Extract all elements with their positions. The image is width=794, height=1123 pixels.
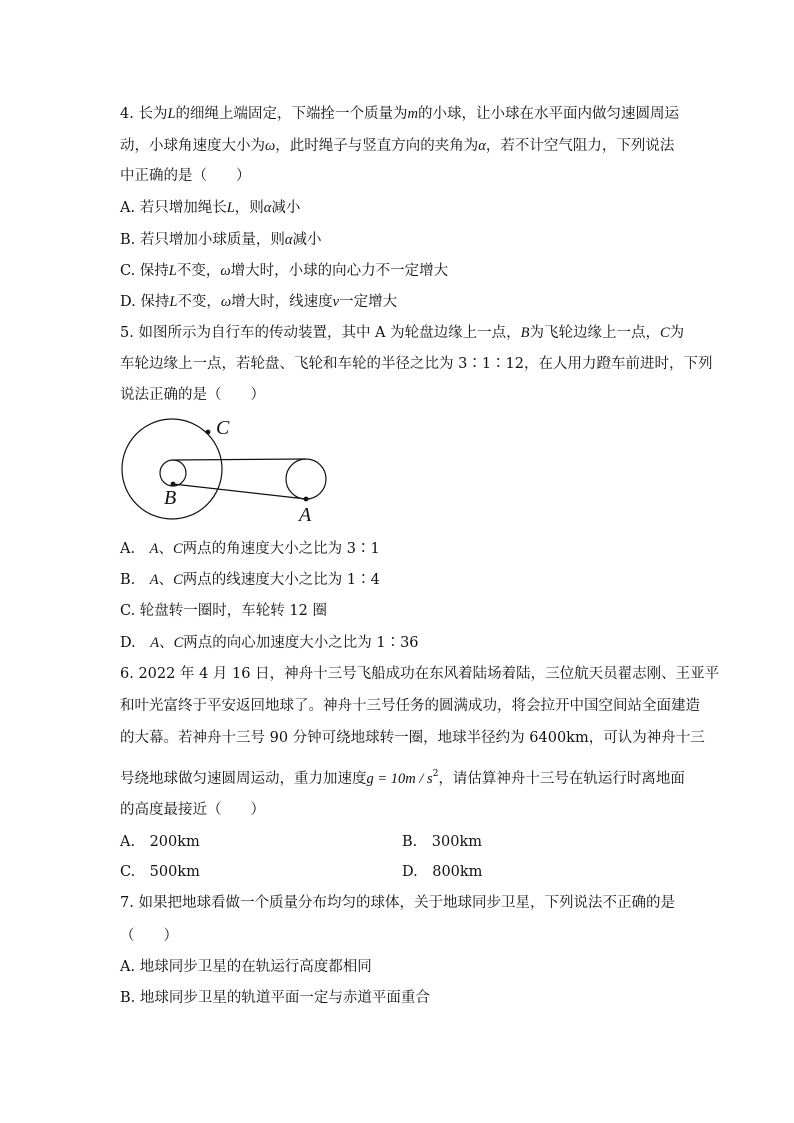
gravity-equation: g = 10m / s xyxy=(366,771,433,787)
chain-top xyxy=(173,459,306,460)
q5-option-b: B. A、C两点的线速度大小之比为 1∶4 xyxy=(120,572,380,588)
q7-stem-line-1: 7. 如果把地球看做一个质量分布均匀的球体，关于地球同步卫星，下列说法不正确的是 xyxy=(120,895,675,911)
q5-stem-line-1: 5. 如图所示为自行车的传动装置，其中 A 为轮盘边缘上一点，B为飞轮边缘上一点，C为 xyxy=(120,325,685,341)
q5-option-a: A. A、C两点的角速度大小之比为 3∶1 xyxy=(120,541,380,557)
chain-bottom xyxy=(173,484,306,499)
q5-option-c: C. 轮盘转一圈时，车轮转 12 圈 xyxy=(120,603,327,619)
q6-stem-line-5: 的高度最接近（ ） xyxy=(120,802,265,818)
q4-option-a: A. 若只增加绳长L，则α减小 xyxy=(120,200,301,216)
transmission-diagram xyxy=(118,410,338,530)
chainring-circle xyxy=(286,459,326,499)
q6-option-b: B. 300km xyxy=(402,834,482,850)
q6-option-row-2 xyxy=(120,862,483,882)
q6-option-d: D. 800km xyxy=(402,864,483,880)
q4-stem-line-3: 中正确的是（ ） xyxy=(120,168,251,184)
q6-stem-line-3: 的大幕。若神舟十三号 90 分钟可绕地球转一圈，地球半径约为 6400km，可认为神舟十三 xyxy=(120,730,705,746)
q5-option-d: D. A、C两点的向心加速度大小之比为 1∶36 xyxy=(120,635,419,651)
q4-stem-line-2: 动，小球角速度大小为ω，此时绳子与竖直方向的夹角为α，若不计空气阻力，下列说法 xyxy=(120,138,675,154)
q6-option-c: C. 500km xyxy=(120,864,200,880)
q6-stem-line-2: 和叶光富终于平安返回地球了。神舟十三号任务的圆满成功，将会拉开中国空间站全面建造 xyxy=(120,698,700,714)
q7-option-b: B. 地球同步卫星的轨道平面一定与赤道平面重合 xyxy=(120,990,430,1006)
q5-stem-line-3: 说法正确的是（ ） xyxy=(120,387,265,403)
q6-option-a: A. 200km xyxy=(120,834,200,850)
q5-stem-line-2: 车轮边缘上一点，若轮盘、飞轮和车轮的半径之比为 3∶1∶12，在人用力蹬车前进时，下列 xyxy=(120,356,713,372)
q4-stem-line-1: 4. 长为L的细绳上端固定，下端拴一个质量为m的小球，让小球在水平面内做匀速圆周运 xyxy=(120,106,680,122)
q4-option-d: D. 保持L不变，ω增大时，线速度v一定增大 xyxy=(120,294,398,310)
q7-option-a: A. 地球同步卫星的在轨运行高度都相同 xyxy=(120,959,372,975)
q6-stem-line-4: 号绕地球做匀速圆周运动，重力加速度$g = 10m / s^2$，请估算神舟十三号在轨运行时离地面 xyxy=(120,769,685,787)
label-b: B xyxy=(164,487,177,509)
q6-stem-line-1: 6. 2022 年 4 月 16 日，神舟十三号飞船成功在东风着陆场着陆，三位航天员翟志刚、王亚平 xyxy=(120,666,720,682)
point-c xyxy=(206,430,211,435)
q6-option-row-1 xyxy=(120,832,482,852)
label-a: A xyxy=(299,504,312,526)
q7-stem-line-2: （ ） xyxy=(120,928,178,944)
q4-option-b: B. 若只增加小球质量，则α减小 xyxy=(120,232,322,248)
bicycle-transmission-figure xyxy=(118,410,338,530)
q4-option-c: C. 保持L不变，ω增大时，小球的向心力不一定增大 xyxy=(120,263,449,279)
label-c: C xyxy=(216,417,230,439)
point-a xyxy=(304,497,309,502)
point-b xyxy=(171,482,176,487)
